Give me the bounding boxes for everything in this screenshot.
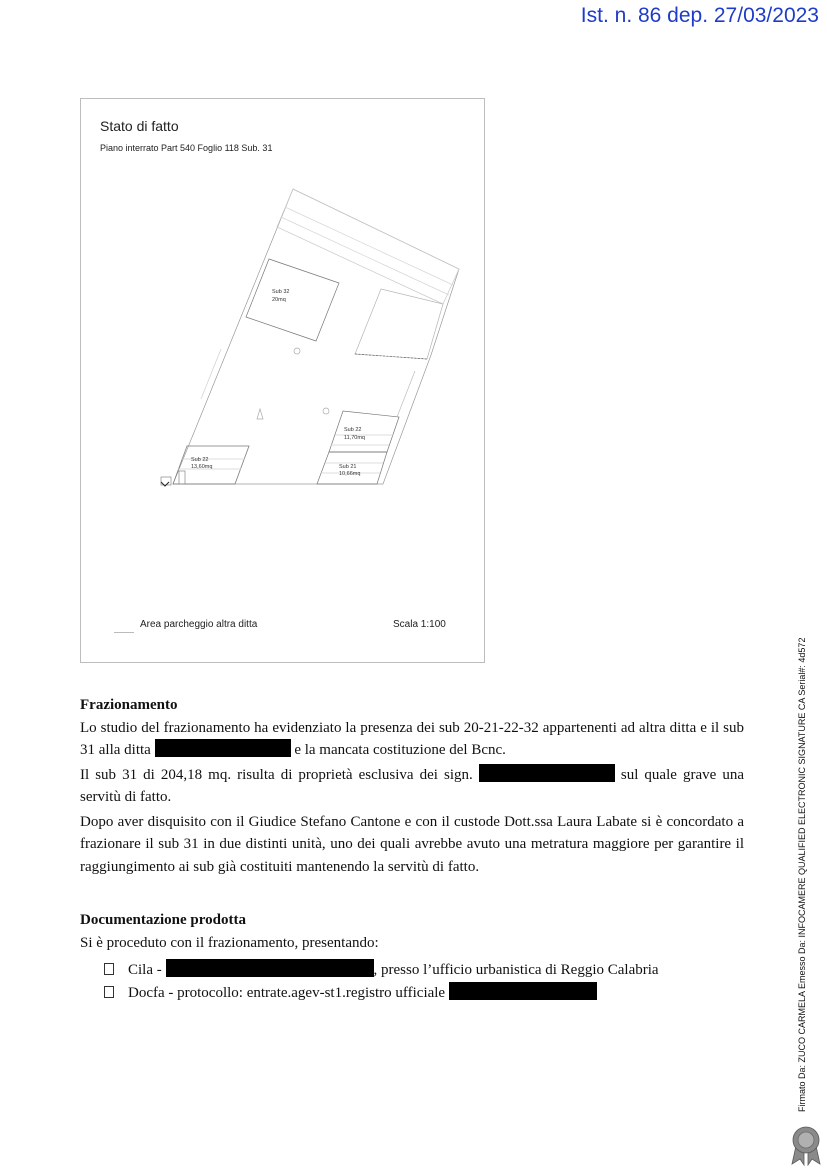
- room-sub22-a: [329, 411, 399, 452]
- room-sub32-area: 20mq: [272, 297, 286, 303]
- room-sub32: [246, 259, 339, 341]
- frazionamento-section: [80, 694, 744, 878]
- legend-label: Area parcheggio altra ditta: [140, 619, 258, 630]
- signature-seal-icon: [788, 1124, 824, 1166]
- room-sub32-label: Sub 32: [272, 289, 290, 295]
- plan-subtitle: Piano interrato Part 540 Foglio 118 Sub. 31: [100, 143, 273, 153]
- digital-signature-note: Firmato Da: ZUCO CARMELA Emesso Da: INFOCAMERE QUALIFIED ELECTRONIC SIGNATURE CA Serial#: 4d572: [797, 637, 807, 1112]
- room-sub22b-label: Sub 22: [191, 457, 209, 463]
- protocol-stamp: Ist. n. 86 dep. 27/03/2023: [580, 4, 819, 27]
- redaction-box: [155, 739, 291, 757]
- redaction-box: [479, 764, 615, 782]
- frazionamento-paragraph-3: Dopo aver disquisito con il Giudice Stefano Cantone e con il custode Dott.ssa Laura Labate si è concordato a frazionare il sub 31 in due distinti unità, uno dei quali avrebbe avuto una metratura maggiore per garantire il raggiungimento ai sub già costituiti mantenendo la servitù di fatto.: [80, 813, 744, 875]
- room-sub22b-area: 13,60mq: [191, 464, 213, 470]
- room-sub22a-area: 11,70mq: [344, 435, 365, 441]
- room-sub22a-label: Sub 22: [344, 427, 362, 433]
- documentazione-list: [104, 959, 659, 1005]
- documentazione-intro: Si è proceduto con il frazionamento, presentando:: [80, 934, 379, 951]
- checkbox-bullet-icon: [104, 963, 114, 975]
- documentazione-heading: Documentazione prodotta: [80, 912, 246, 928]
- floor-plan-figure: [80, 98, 485, 663]
- list-item: Cila - , presso l’ufficio urbanistica di Reggio Calabria: [104, 959, 659, 982]
- plan-title: Stato di fatto: [100, 118, 179, 134]
- redaction-box: [449, 982, 597, 1000]
- redaction-box: [166, 959, 374, 977]
- floor-plan-drawing: [81, 99, 484, 662]
- room-sub21-area: 10,66mq: [339, 471, 361, 477]
- documentazione-section: [80, 909, 744, 954]
- room-sub21-label: Sub 21: [339, 464, 357, 470]
- legend-swatch: [114, 623, 134, 633]
- list-item: Docfa - protocollo: entrate.agev-st1.registro ufficiale: [104, 982, 659, 1005]
- plan-scale: Scala 1:100: [393, 619, 446, 630]
- frazionamento-paragraph-1: Lo studio del frazionamento ha evidenziato la presenza dei sub 20-21-22-32 appartenenti ad altra ditta e il sub 31 alla ditta e la mancata costituzione del Bcnc.: [80, 719, 744, 758]
- checkbox-bullet-icon: [104, 986, 114, 998]
- east-wing: [355, 289, 443, 359]
- frazionamento-paragraph-2: Il sub 31 di 204,18 mq. risulta di proprietà esclusiva dei sign. sul quale grave una servitù di fatto.: [80, 764, 744, 809]
- frazionamento-heading: Frazionamento: [80, 697, 178, 713]
